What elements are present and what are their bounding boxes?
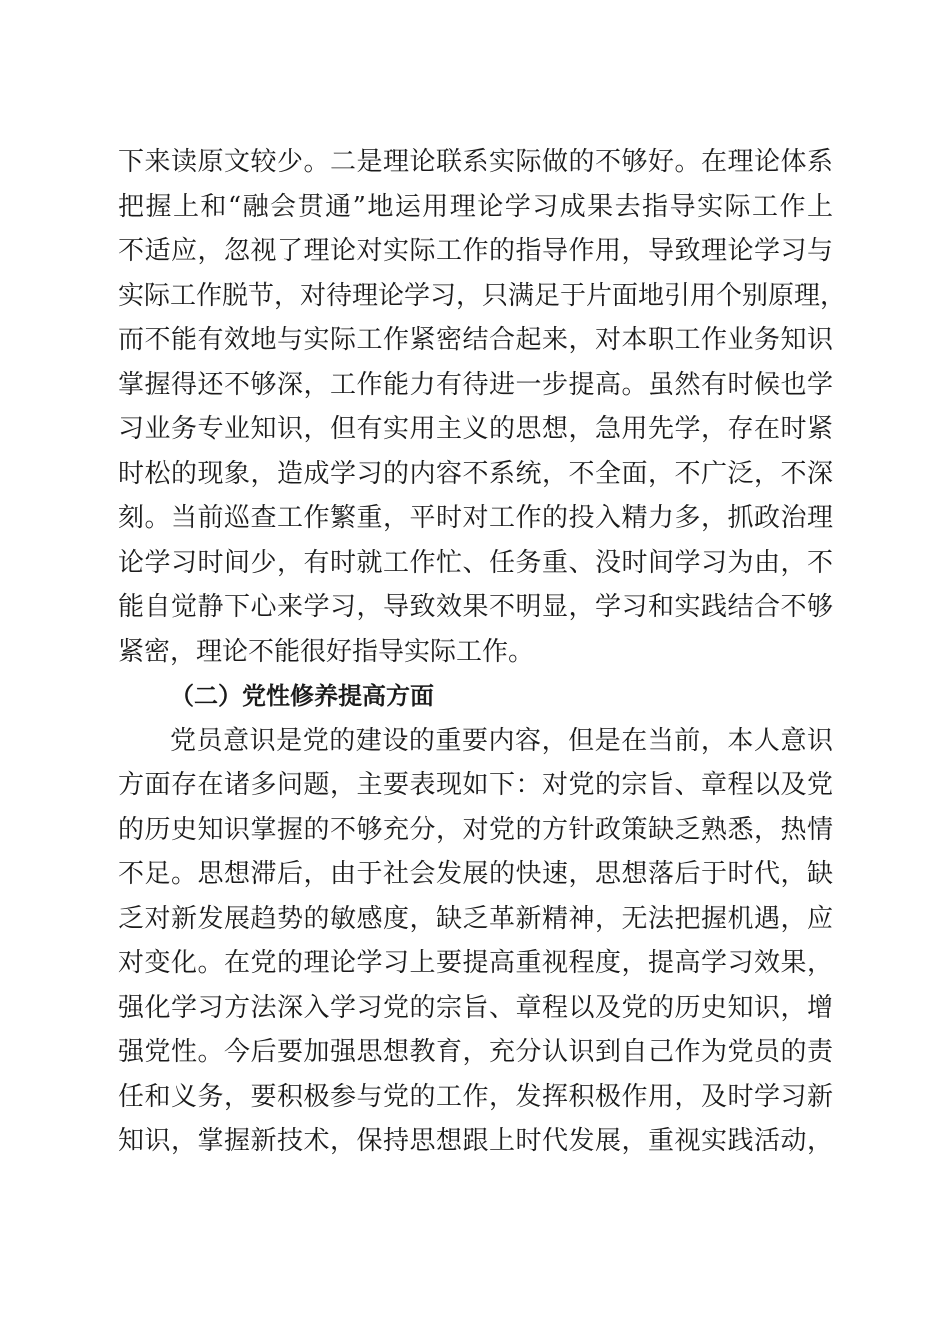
text-line: 党员意识是党的建设的重要内容，但是在当前，本人意识 xyxy=(170,725,833,756)
text-line: 强化学习方法深入学习党的宗旨、章程以及党的历史知识，增 xyxy=(118,992,833,1023)
section-heading: （二）党性修养提高方面 xyxy=(170,682,434,710)
text-line: 对变化。在党的理论学习上要提高重视程度，提高学习效果， xyxy=(118,948,833,978)
document-body xyxy=(118,140,847,1164)
text-line: 紧密，理论不能很好指导实际工作。 xyxy=(118,636,535,667)
text-line: 方面存在诸多问题，主要表现如下：对党的宗旨、章程以及党 xyxy=(118,770,833,800)
paragraph-1 xyxy=(118,140,847,674)
text-line: 时松的现象，造成学习的内容不系统，不全面，不广泛，不深 xyxy=(118,458,833,489)
text-line: 实际工作脱节，对待理论学习，只满足于片面地引用个别原理， xyxy=(118,280,847,311)
text-line: 强党性。今后要加强思想教育，充分认识到自己作为党员的责 xyxy=(118,1037,833,1067)
text-line: 掌握得还不够深，工作能力有待进一步提高。虽然有时候也学 xyxy=(118,369,833,400)
text-line: 下来读原文较少。二是理论联系实际做的不够好。在理论体系 xyxy=(118,147,833,177)
paragraph-2 xyxy=(118,719,833,1164)
text-line: 不适应，忽视了理论对实际工作的指导作用，导致理论学习与 xyxy=(118,236,833,266)
text-line: 知识，掌握新技术，保持思想跟上时代发展，重视实践活动， xyxy=(118,1126,833,1156)
text-line: 能自觉静下心来学习，导致效果不明显，学习和实践结合不够 xyxy=(118,592,833,622)
text-line: 任和义务，要积极参与党的工作，发挥积极作用，及时学习新 xyxy=(118,1081,833,1112)
text-line: 刻。当前巡查工作繁重，平时对工作的投入精力多，抓政治理 xyxy=(118,503,833,533)
text-line: 习业务专业知识，但有实用主义的思想，急用先学，存在时紧 xyxy=(118,414,833,444)
text-line: 乏对新发展趋势的敏感度，缺乏革新精神，无法把握机遇，应 xyxy=(118,903,833,934)
text-line: 的历史知识掌握的不够充分，对党的方针政策缺乏熟悉，热情 xyxy=(118,814,833,845)
text-line: 论学习时间少，有时就工作忙、任务重、没时间学习为由，不 xyxy=(118,547,833,578)
text-line: 把握上和“融会贯通”地运用理论学习成果去指导实际工作上 xyxy=(118,191,833,222)
text-line: 而不能有效地与实际工作紧密结合起来，对本职工作业务知识 xyxy=(118,325,833,355)
text-line: 不足。思想滞后，由于社会发展的快速，思想落后于时代，缺 xyxy=(118,859,833,889)
